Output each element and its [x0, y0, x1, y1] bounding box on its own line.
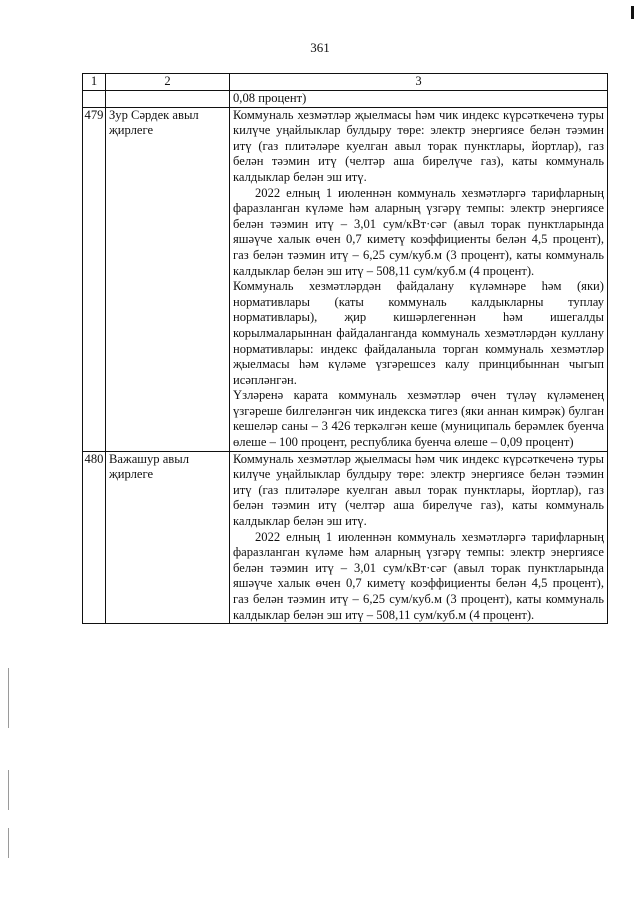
- table-row: [83, 451, 608, 624]
- column-header-3: 3: [230, 74, 608, 91]
- table-row: [83, 107, 608, 451]
- column-header-2: 2: [106, 74, 230, 91]
- column-header-1: 1: [83, 74, 106, 91]
- settlement-name: Зур Сәрдек авыл җирлеге: [106, 107, 230, 451]
- settlement-name: Важашур авыл җирлеге: [106, 451, 230, 624]
- description-paragraph: Коммуналь хезмәтләрдән файдалану күләмнәре һәм (яки) нормативлары (каты коммуналь калдыкларны туплау нормативлары), җир кишәрлегеннән һәм ишегалды корылмаларыннан файдаланганда коммуналь хезмәтләрдән куллану нормативлары: индекс файдаланыла торган коммуналь хезмәтләр җыелмасы һәм күләме үзгәрешсез калу принцибыннан чыгып исәпләнгән.: [233, 279, 604, 387]
- row-description: [230, 107, 608, 451]
- scan-margin-tick: [8, 770, 9, 810]
- continuation-row: [83, 91, 608, 108]
- description-paragraph: 2022 елның 1 июленнән коммуналь хезмәтләргә тарифларның фаразланган күләме һәм аларның үзгәрү темпы: электр энергиясе белән тәэмин итү – 3,01 сум/кВт·сәг (авыл торак пунктларында яшәүче халык өчен 0,7 киметү коэффициенты белән 4,5 процент), газ белән тәэмин итү – 6,25 сум/куб.м (3 процент), каты коммуналь калдыклар белән эш итү – 508,11 сум/куб.м (4 процент).: [233, 185, 604, 278]
- row-description: [230, 451, 608, 624]
- row-number: 479: [83, 107, 106, 451]
- description-paragraph: 2022 елның 1 июленнән коммуналь хезмәтләргә тарифларның фаразланган күләме һәм аларның үзгәрү темпы: электр энергиясе белән тәэмин итү – 3,01 сум/кВт·сәг (авыл торак пунктларында яшәүче халык өчен 0,7 киметү коэффициенты белән 4,5 процент), газ белән тәэмин итү – 6,25 сум/куб.м (3 процент), каты коммуналь калдыклар белән эш итү – 508,11 сум/куб.м (4 процент).: [233, 529, 604, 622]
- document-table: [82, 73, 608, 624]
- page-number: 361: [310, 40, 330, 55]
- scan-corner-mark: [631, 6, 634, 19]
- continuation-text: 0,08 процент): [230, 91, 608, 108]
- row-number: 480: [83, 451, 106, 624]
- scan-margin-tick: [8, 828, 9, 858]
- description-paragraph: Үзләренә карата коммуналь хезмәтләр өчен түләү күләменең үзгәреше билгеләнгән чик индекска тигез (яки аннан кимрәк) булган кешеләр саны – 3 426 теркәлгән кеше (муниципаль берәмлек буенча өлеше – 100 процент, республика буенча өлеше – 0,09 процент): [233, 388, 604, 450]
- scan-margin-tick: [8, 668, 9, 728]
- table-header-row: [83, 74, 608, 91]
- continuation-name-cell: [106, 91, 230, 108]
- description-paragraph: Коммуналь хезмәтләр җыелмасы һәм чик индекс күрсәткеченә туры килүче уңайлыклар булдыру төре: электр энергиясе белән тәэмин итү (газ плитәләре куелган авыл торак пунктлары, йортлар), газ белән тәэмин итү (челтәр аша бирелүче газ), каты коммуналь калдыклар белән эш итү.: [233, 451, 604, 529]
- continuation-number-cell: [83, 91, 106, 108]
- description-paragraph: Коммуналь хезмәтләр җыелмасы һәм чик индекс күрсәткеченә туры килүче уңайлыклар булдыру төре: электр энергиясе белән тәэмин итү (газ плитәләре куелган авыл торак пунктлары, йортлар), газ белән тәэмин итү (челтәр аша бирелүче газ), каты коммуналь калдыклар белән эш итү.: [233, 107, 604, 184]
